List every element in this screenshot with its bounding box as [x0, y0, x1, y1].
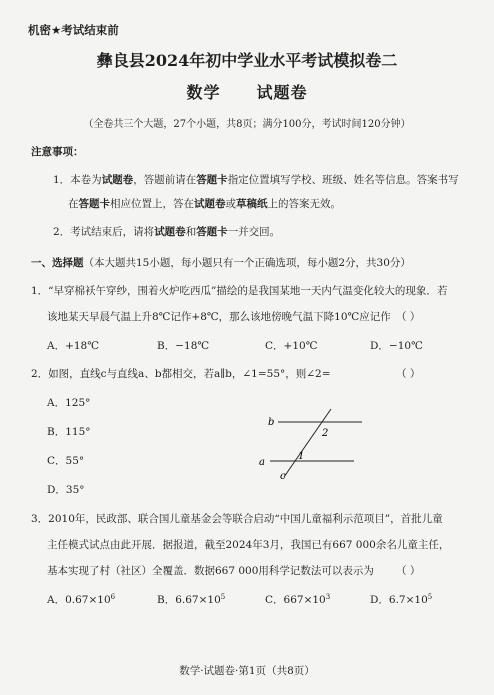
label-angle-1: 1 — [298, 451, 305, 462]
page-footer: 数学·试题卷·第1页（共8页） — [179, 665, 315, 677]
q3-answer-paren: （ ） — [396, 565, 421, 577]
q1-option-d: D．−10℃ — [370, 340, 423, 352]
paper-type-label: 试题卷 — [256, 83, 308, 102]
q3-option-c: C．$667\times 10^3$ — [265, 593, 331, 606]
confidential-tag: 机密★考试结束前 — [28, 23, 119, 37]
q1-stem-line-2: 该地某天早晨气温上升8℃记作+8℃，那么该地傍晚气温下降10℃应记作 — [47, 311, 391, 323]
section-1-heading: 一、选择题（本大题共15小题，每小题只有一个正确选项，每小题2分，共30分） — [31, 257, 411, 269]
label-a: a — [259, 457, 265, 468]
notice-heading: 注意事项： — [31, 146, 84, 158]
exam-title: 彝良县2024年初中学业水平考试模拟卷二 — [96, 51, 398, 70]
q2-option-d: D．35° — [47, 484, 85, 496]
q1-option-a: A．+18℃ — [47, 340, 99, 352]
q2-stem: 2．如图，直线c与直线a、b都相交，若a∥b，∠1=55°，则∠2= — [31, 368, 331, 380]
notice-item-1-line-1: 1．本卷为试题卷，答题前请在答题卡指定位置填写学校、班级、姓名等信息。答案书写 — [53, 174, 459, 186]
q3-stem-line-2: 主任模式试点由此开展．据报道，截至2024年3月，我国已有667 000余名儿童主任， — [47, 539, 450, 551]
q3-stem-line-1: 3．2010年，民政部、联合国儿童基金会等联合启动“中国儿童福利示范项目”，首批儿童 — [31, 513, 443, 525]
q2-geometry-figure — [250, 405, 370, 480]
q3-option-a: A．$0.67\times 10^6$ — [47, 593, 116, 606]
q2-answer-paren: （ ） — [396, 368, 421, 380]
q1-option-b: B．−18℃ — [157, 340, 210, 352]
q3-stem-line-3: 基本实现了村（社区）全覆盖．数据667 000用科学记数法可以表示为 — [47, 565, 374, 577]
q2-option-b: B．115° — [47, 426, 91, 438]
notice-item-2: 2．考试结束后，请将试题卷和答题卡一并交回。 — [53, 226, 281, 238]
q1-stem-line-1: 1．“早穿棉袄午穿纱，围着火炉吃西瓜”描绘的是我国某地一天内气温变化较大的现象．若 — [31, 285, 448, 297]
q1-answer-paren: （ ） — [396, 311, 421, 323]
q3-option-b: B．$6.67\times 10^5$ — [157, 593, 226, 606]
exam-subtitle — [0, 80, 494, 103]
q2-option-c: C．55° — [47, 455, 85, 467]
subject-label: 数学 — [186, 83, 221, 102]
q3-option-d: D．$6.7\times 10^5$ — [370, 593, 433, 606]
q2-option-a: A．125° — [47, 397, 91, 409]
label-angle-2: 2 — [322, 428, 329, 439]
line-c — [284, 409, 331, 477]
q1-option-c: C．+10℃ — [265, 340, 318, 352]
label-c: c — [280, 471, 286, 480]
exam-note: （全卷共三个大题，27个小题，共8页；满分100分，考试时间120分钟） — [83, 119, 411, 130]
label-b: b — [268, 417, 275, 428]
notice-item-1-line-2: 在答题卡相应位置上，答在试题卷或草稿纸上的答案无效。 — [68, 198, 341, 210]
